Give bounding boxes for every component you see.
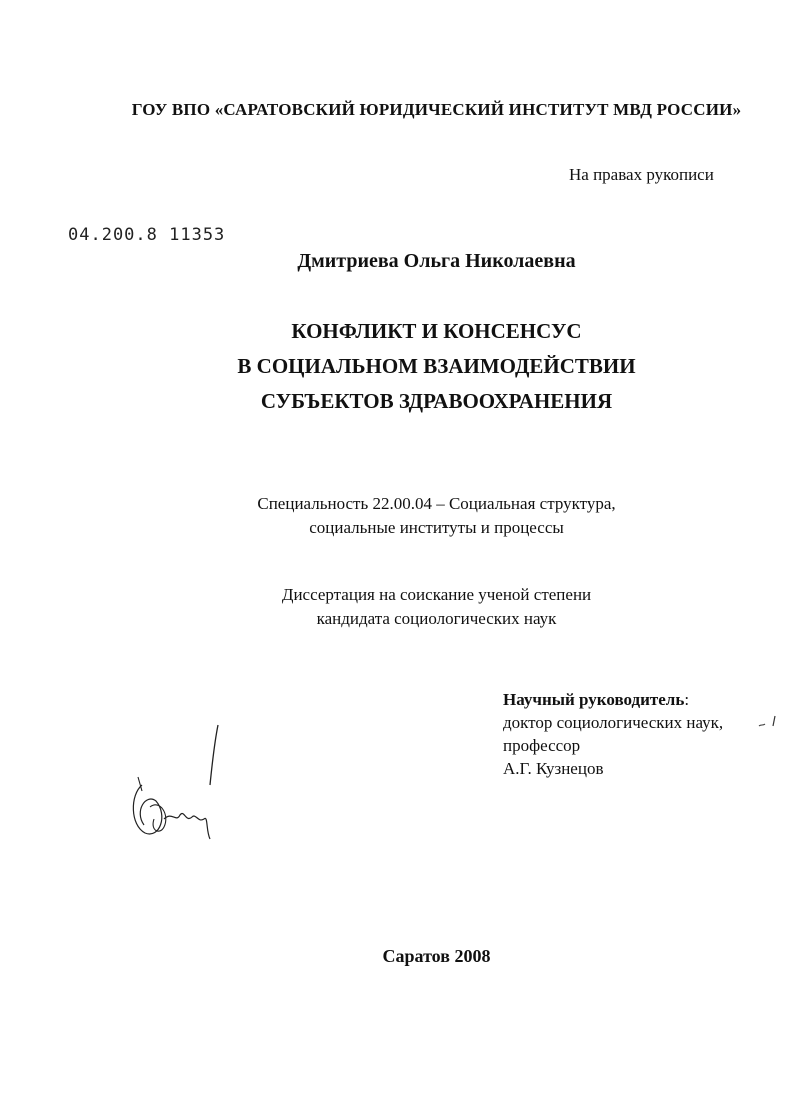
advisor-heading: Научный руководитель — [503, 690, 685, 709]
advisor-name: А.Г. Кузнецов — [503, 759, 604, 778]
registry-number-stamp: 04.200.8 11353 — [68, 225, 226, 245]
degree-statement — [0, 583, 793, 631]
author-name: Дмитриева Ольга Николаевна — [297, 250, 576, 272]
institution-header: ГОУ ВПО «САРАТОВСКИЙ ЮРИДИЧЕСКИЙ ИНСТИТУТ МВД РОССИИ» — [131, 100, 742, 119]
advisor-heading-row — [503, 688, 723, 711]
speciality-line-2: социальные институты и процессы — [309, 518, 564, 537]
advisor-degree: доктор социологических наук, — [503, 713, 724, 732]
dissertation-title — [0, 314, 793, 419]
scientific-advisor-block — [503, 688, 723, 780]
degree-line-2: кандидата социологических наук — [316, 609, 557, 628]
title-line-1: КОНФЛИКТ И КОНСЕНСУС — [291, 319, 582, 343]
title-line-3: СУБЪЕКТОВ ЗДРАВООХРАНЕНИЯ — [260, 389, 613, 413]
speciality-line-1: Специальность 22.00.04 – Социальная структура, — [257, 494, 616, 513]
pen-mark-icon — [755, 712, 785, 732]
degree-line-1: Диссертация на соискание ученой степени — [281, 585, 592, 604]
title-line-2: В СОЦИАЛЬНОМ ВЗАИМОДЕЙСТВИИ — [237, 354, 636, 378]
advisor-heading-colon: : — [684, 690, 690, 709]
manuscript-rights-note: На правах рукописи — [569, 165, 714, 184]
stray-pen-mark — [755, 712, 785, 737]
city-year: Саратов 2008 — [382, 946, 491, 966]
advisor-rank: профессор — [503, 736, 581, 755]
speciality-block — [0, 492, 793, 540]
signature-icon — [120, 715, 240, 845]
handwritten-signature — [120, 715, 240, 850]
